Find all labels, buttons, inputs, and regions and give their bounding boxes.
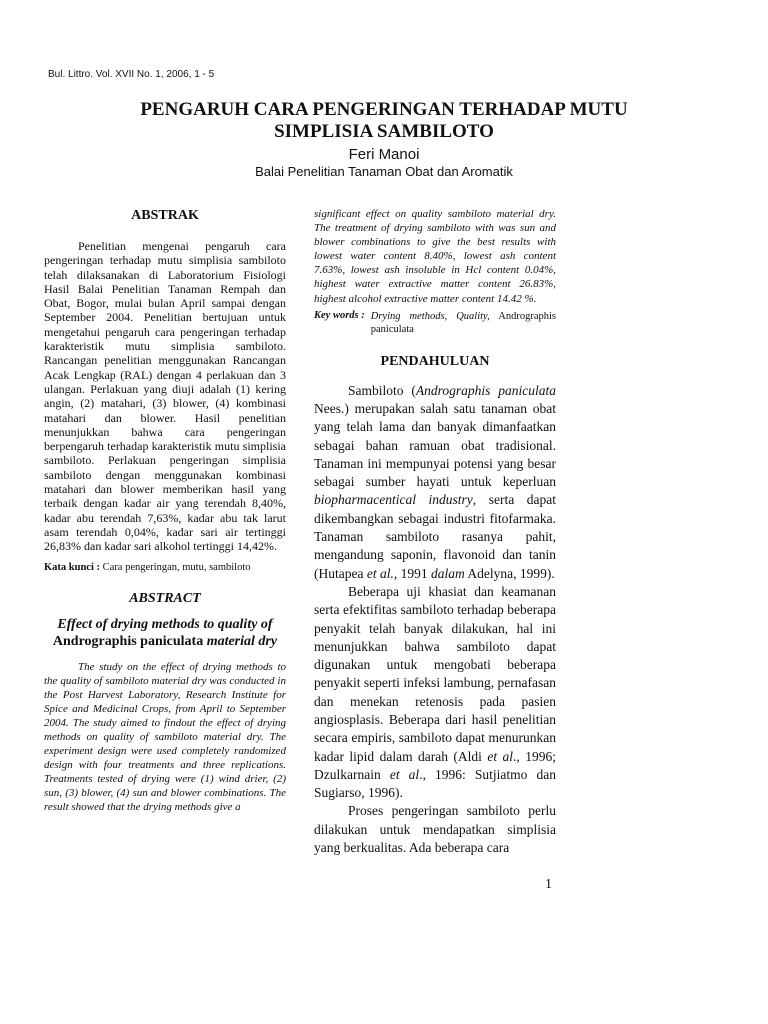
abstrak-text: Penelitian mengenai pengaruh cara pengeringan terhadap mutu simplisia sambiloto telah dilaksanakan di Laboratorium Fisiologi Hasil Balai Penelitian Tanaman Rempah dan Obat, Bogor, mulai bulan April sampai dengan September 2004. Penelitian bertujuan untuk mengetahui pengaruh cara pengeringan terhadap karakteristik mutu simplisia sambiloto. Rancangan penelitian menggunakan Rancangan Acak Lengkap (RAL) dengan 4 perlakuan dan 3 ulangan. Perlakuan yang diuji adalah (1) kering angin, (2) matahari, (3) blower, (4) kombinasi matahari dan blower. Hasil penelitian menunjukkan bahwa cara pengeringan berpengaruh terhadap karakteristik mutu simplisia sambiloto. Perlakuan pengeringan simplisia sambiloto dengan menggunakan kombinasi matahari dan blower memberikan hasil yang terbaik dengan kadar air yang terendah 8,40%, kadar abu terendah 7,63%, kadar abu tak larut asam terendah 0,04%, kadar sari air tertinggi 26,83% dan kadar sari alkohol tertinggi 14,42%.	[44, 239, 286, 554]
author-affiliation: Balai Penelitian Tanaman Obat dan Aromatik	[255, 164, 513, 179]
abstract-heading: ABSTRACT	[129, 590, 201, 606]
kata-kunci-label: Kata kunci :	[44, 561, 101, 573]
pendahuluan-paragraph-2: Beberapa uji khasiat dan keamanan serta efektifitas sambiloto terhadap beberapa penyakit telah banyak dilakukan, hal ini menunjukkan bahwa sambiloto dapat digunakan untuk mengobati beberapa penyakit seperti infeksi lambung, pernafasan dan menekan retenosis pada pasien angiosplasis. Beberapa dari hasil penelitian secara empiris, sambiloto dapat menurunkan kadar lipid dalam darah (Aldi et al., 1996; Dzulkarnain et al., 1996: Sutjiatmo dan Sugiarso, 1996).	[314, 583, 556, 801]
paper-title	[40, 99, 728, 143]
author-name: Feri Manoi	[348, 146, 420, 163]
journal-reference: Bul. Littro. Vol. XVII No. 1, 2006, 1 - 5	[48, 69, 215, 80]
paper-title-line-1: PENGARUH CARA PENGERINGAN TERHADAP MUTU	[140, 99, 628, 120]
pendahuluan-paragraph-3: Proses pengeringan sambiloto perlu dilakukan untuk mendapatkan simplisia yang berkualitas. Ada beberapa cara	[314, 803, 556, 856]
keywords-plain: Andrographis paniculata	[370, 310, 556, 335]
keywords-label: Key words :	[314, 309, 365, 321]
paper-title-line-2: SIMPLISIA SAMBILOTO	[274, 121, 494, 142]
keywords	[314, 310, 556, 336]
right-column	[314, 207, 556, 857]
kata-kunci	[44, 562, 286, 573]
abstrak-heading: ABSTRAK	[131, 208, 199, 223]
pendahuluan-paragraph-1: Sambiloto (Andrographis paniculata Nees.) merupakan salah satu tanaman obat yang telah lama dan banyak dimanfaatkan sebagai bahan ramuan obat tradisional. Tanaman ini mempunyai potensi yang besar sebagai sumber hayati untuk keperluan biopharmacentical industry, serta dapat dikembangkan sebagai industri fitofarmaka. Tanaman sambiloto rasanya pahit, mengandung saponin, flavonoid dan tanin (Hutapea et al., 1991 dalam Adelyna, 1999).	[314, 382, 557, 581]
pendahuluan-heading: PENDAHULUAN	[380, 353, 490, 369]
kata-kunci-value: Cara pengeringan, mutu, sambiloto	[102, 561, 251, 573]
english-title-species: Andrographis paniculata	[52, 633, 204, 649]
english-title-part-1: Effect of drying methods to quality of	[57, 616, 273, 632]
english-title	[44, 616, 286, 650]
keywords-value	[371, 310, 556, 336]
page-number: 1	[545, 877, 552, 892]
english-title-part-3: material dry	[206, 633, 278, 649]
left-column	[44, 208, 286, 826]
keywords-italic: Drying methods, Quality,	[370, 310, 490, 322]
abstract-text-right: significant effect on quality sambiloto material dry. The treatment of drying sambiloto with was sun and blower combinations to give the best results with lowest water content 8.40%, lowest ash content 7.63%, lowest ash insoluble in Hcl content 0.04%, highest water extractive matter content 26.83%, highest alcohol extractive matter content 14.42 %.	[314, 208, 556, 305]
abstract-text-left: The study on the effect of drying methods to the quality of sambiloto material dry was conducted in the Post Harvest Laboratory, Research Institute for Spice and Medicinal Crops, from April to September 2004. The study aimed to findout the effect of drying methods on quality of sambiloto material dry. The experiment design were used completely randomized design with four treatments and three replications. Treatments tested of drying were (1) wind drier, (2) sun, (3) blower, (4) sun and blower combinations. The result showed that the drying methods give a	[44, 660, 286, 814]
